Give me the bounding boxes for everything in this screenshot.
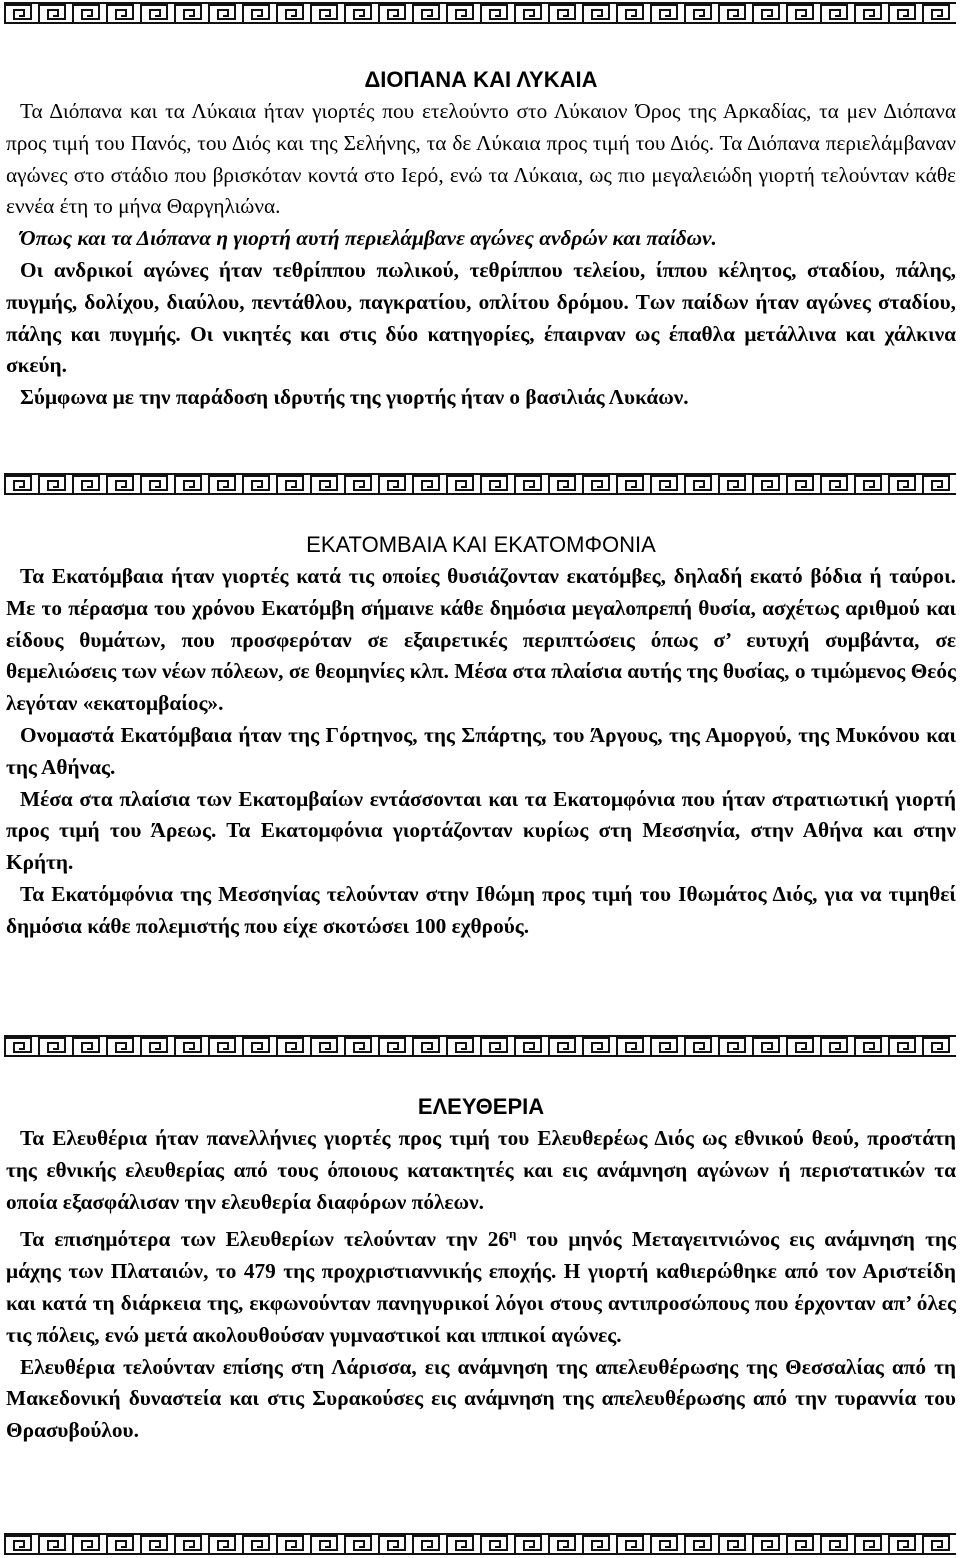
paragraph: Σύμφωνα με την παράδοση ιδρυτής της γιορτής ήταν ο βασιλιάς Λυκάων. — [20, 385, 689, 410]
paragraph-start: Τα επισημότερα των Ελευθερίων τελούνταν την 26 — [20, 1227, 509, 1252]
section-title: ΔΙΟΠΑΝΑ ΚΑΙ ΛΥΚΑΙΑ — [364, 67, 598, 92]
section-diopana-lykaia — [6, 64, 956, 414]
paragraph: Τα Εκατόμφόνια της Μεσσηνίας τελούνταν στην Ιθώμη προς τιμή του Ιθωμάτος Διός, για να τιμηθεί δημόσια κάθε πολεμιστής που είχε σκοτώσει 100 εχθρούς. — [6, 881, 956, 938]
section-ekatombaia — [6, 529, 956, 943]
greek-key-border-divider — [4, 1035, 956, 1057]
section-title: ΕΛΕΥΘΕΡΙΑ — [417, 1094, 545, 1119]
greek-key-border-top — [4, 2, 956, 24]
paragraph: Οι ανδρικοί αγώνες ήταν τεθρίππου πωλικού, τεθρίππου τελείου, ίππου κέλητος, σταδίου, πάλης, πυγμής, δολίχου, διαύλου, πεντάθλου, παγκρατίου, οπλίτου δρόμου. Των παίδων ήταν αγώνες σταδίου, πάλης και πυγμής. Οι νικητές και στις δύο κατηγορίες, έπαιρναν ως έπαθλα μετάλλινα και χάλκινα σκεύη. — [6, 257, 956, 378]
greek-key-border-bottom — [4, 1533, 956, 1555]
greek-key-border-divider — [4, 473, 956, 495]
paragraph-rest: του μηνός Μεταγειτνιώνος εις ανάμνηση της μάχης των Πλαταιών, το 479 της προχριστιαννικής εποχής. Η γιορτή καθιερώθηκε από τον Αριστείδη και κατά τη διάρκεια της, εκφωνούνταν πανηγυρικοί λόγοι στους αντιπροσώπους που έρχονταν απ’ όλες τις πόλεις, ενώ μετά ακολουθούσαν γυμναστικοί και ιππικοί αγώνες. — [6, 1227, 956, 1347]
paragraph: Τα Εκατόμβαια ήταν γιορτές κατά τις οποίες θυσιάζονταν εκατόμβες, δηλαδή εκατό βόδια ή ταύροι. Με το πέρασμα του χρόνου Εκατόμβη σήμαινε κάθε δημόσια μεγαλοπρεπή θυσία, ασχέτως αριθμού και είδους θυμάτων, που προσφερόταν σε εξαιρετικές περιπτώσεις όπως σ’ ευτυχή συμβάντα, σε θεμελιώσεις των νέων πόλεων, σε θεομηνίες κλπ. Μέσα στα πλαίσια αυτής της θυσίας, ο τιμώμενος Θεός λεγόταν «εκατομβαίος». — [6, 564, 956, 716]
superscript-eta: η — [509, 1226, 517, 1242]
paragraph: Μέσα στα πλαίσια των Εκατομβαίων εντάσσονται και τα Εκατομφόνια που ήταν στρατιωτική γιορτή προς τιμή του Άρεως. Τα Εκατομφόνια γιορτάζονταν κυρίως στη Μεσσηνία, στην Αθήνα και στην Κρήτη. — [6, 786, 956, 875]
section-eleftheria — [6, 1091, 956, 1447]
paragraph: Τα Διόπανα και τα Λύκαια ήταν γιορτές που ετελούντο στο Λύκαιον Όρος της Αρκαδίας, τα μεν Διόπανα προς τιμή του Πανός, του Διός και της Σελήνης, τα δε Λύκαια προς τιμή του Διός. Τα Διόπανα περιελάμβαναν αγώνες στο στάδιο που βρισκόταν κοντά στο Ιερό, ενώ τα Λύκαια, ως πιο μεγαλειώδη γιορτή τελούνταν κάθε εννέα έτη το μήνα Θαργηλιώνα. — [6, 99, 956, 219]
paragraph: Ελευθέρια τελούνταν επίσης στη Λάρισσα, εις ανάμνηση της απελευθέρωσης της Θεσσαλίας από τη Μακεδονική δυναστεία και στις Συρακούσες εις ανάμνηση της απελευθέρωσης από την τυραννία του Θρασυβούλου. — [6, 1354, 956, 1443]
paragraph: Τα Ελευθέρια ήταν πανελλήνιες γιορτές προς τιμή του Ελευθερέως Διός ως εθνικού θεού, προστάτη της εθνικής ελευθερίας από τους όποιους κατακτητές και εις ανάμνηση αγώνων ή περιστατικών τα οποία εξασφάλισαν την ελευθερία διαφόρων πόλεων. — [6, 1126, 956, 1214]
paragraph: Όπως και τα Διόπανα η γιορτή αυτή περιελάμβανε αγώνες ανδρών και παίδων. — [20, 226, 717, 251]
section-title: ΕΚΑΤΟΜΒΑΙΑ ΚΑΙ ΕΚΑΤΟΜΦΟΝΙΑ — [306, 532, 656, 557]
paragraph — [6, 1218, 956, 1351]
paragraph: Ονομαστά Εκατόμβαια ήταν της Γόρτηνος, της Σπάρτης, του Άργους, της Αμοργού, της Μυκόνου και της Αθήνας. — [6, 722, 956, 779]
